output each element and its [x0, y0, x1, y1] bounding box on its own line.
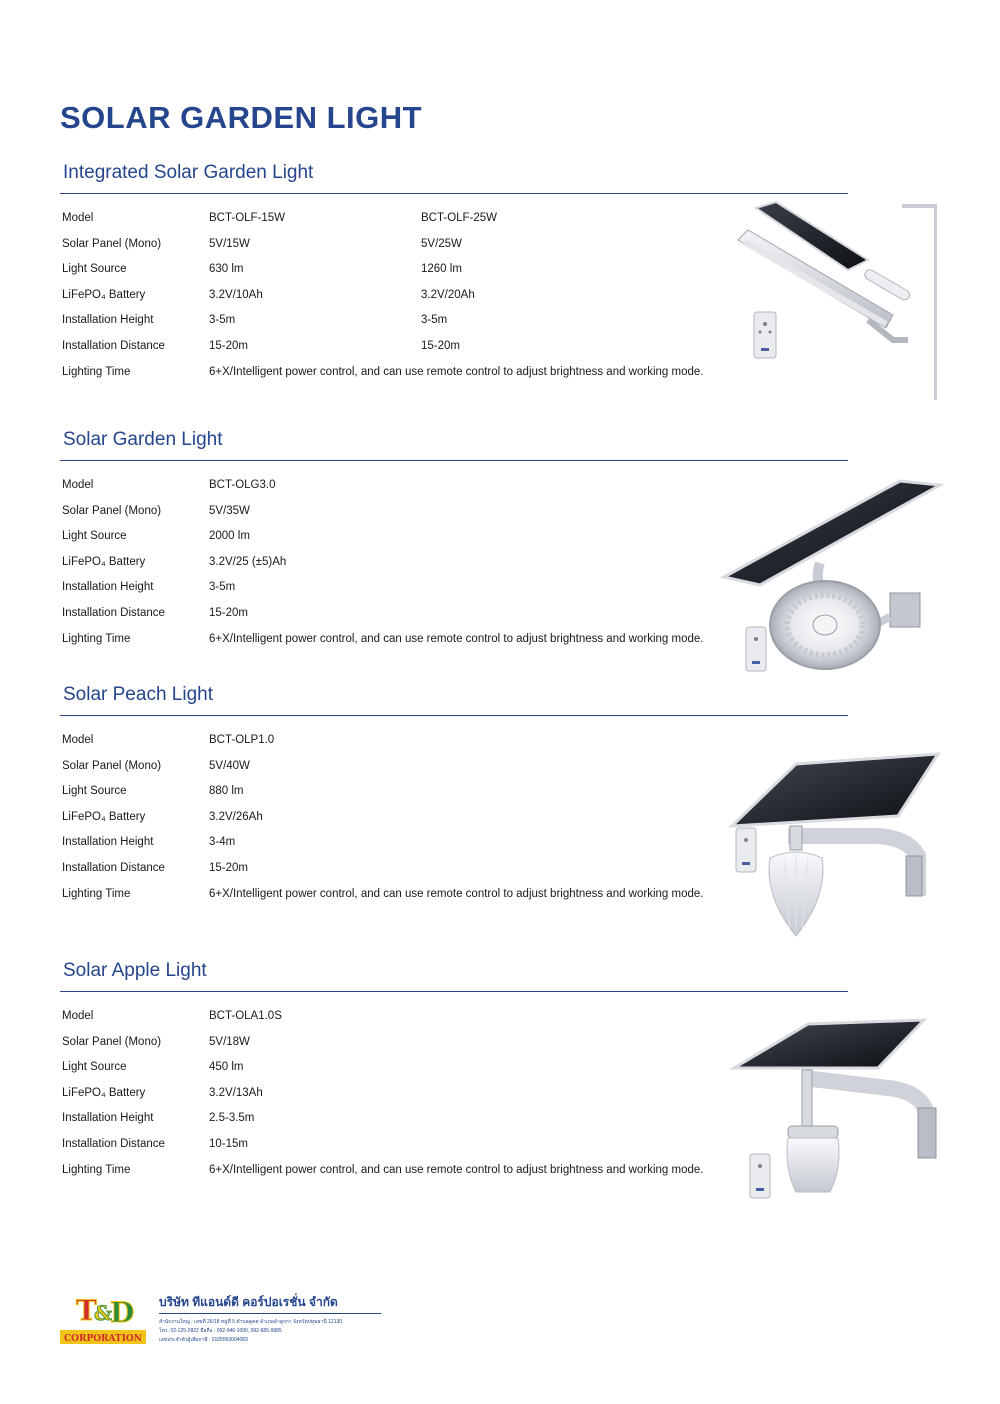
spec-row-model	[62, 734, 712, 760]
spec-label: Installation Distance	[62, 861, 165, 874]
spec-label: Model	[62, 1010, 94, 1022]
spec-label: Lighting Time	[62, 365, 131, 378]
spec-row-model	[62, 212, 712, 238]
company-logo	[60, 1290, 146, 1346]
spec-label: LiFePO₄ Battery	[62, 555, 146, 568]
spec-row-solar-panel	[62, 505, 712, 531]
spec-label: Light Source	[62, 263, 127, 276]
section-title: Solar Peach Light	[63, 684, 213, 705]
spec-value: 5V/18W	[209, 1035, 250, 1048]
spec-value: 10-15m	[209, 1137, 248, 1150]
spec-row-installation-height	[62, 581, 712, 607]
spec-row-light-source	[62, 785, 712, 811]
spec-row-installation-distance	[62, 862, 712, 888]
spec-table	[62, 734, 712, 913]
spec-value-2: 5V/25W	[421, 237, 462, 250]
svg-text:T: T	[76, 1294, 97, 1327]
spec-label: Installation Height	[62, 1112, 154, 1125]
spec-label: Light Source	[62, 785, 127, 798]
spec-value-2: BCT-OLF-25W	[421, 212, 498, 224]
spec-value: 2.5-3.5m	[209, 1112, 255, 1125]
spec-value: BCT-OLP1.0	[209, 734, 275, 746]
section-solar-peach-light	[0, 684, 1000, 944]
spec-value: 5V/40W	[209, 759, 250, 772]
spec-label: Solar Panel (Mono)	[62, 237, 162, 250]
svg-text:&: &	[94, 1301, 113, 1325]
spec-value-2: 1260 lm	[421, 263, 462, 276]
spec-row-light-source	[62, 263, 712, 289]
spec-row-battery	[62, 289, 712, 315]
spec-value: 3-4m	[209, 836, 236, 849]
section-solar-apple-light	[0, 960, 1000, 1210]
solar-garden-light-image	[720, 477, 945, 677]
spec-row-lighting-time	[62, 888, 712, 914]
company-phone: โทร. 02-125-2822 มือถือ : 092-946-1090, 092-685-9985	[159, 1328, 282, 1334]
spec-value-2: 3.2V/20Ah	[421, 288, 475, 301]
spec-row-model	[62, 1010, 712, 1036]
spec-label: Installation Height	[62, 314, 154, 327]
integrated-solar-light-image	[718, 200, 948, 400]
section-title: Solar Apple Light	[63, 960, 207, 981]
svg-text:D: D	[110, 1296, 135, 1329]
spec-row-installation-height	[62, 836, 712, 862]
spec-value-2: 3-5m	[421, 314, 448, 327]
spec-label: Solar Panel (Mono)	[62, 504, 162, 517]
spec-label: LiFePO₄ Battery	[62, 810, 146, 823]
spec-label: Light Source	[62, 1061, 127, 1074]
footer	[60, 1290, 460, 1350]
section-title: Integrated Solar Garden Light	[63, 162, 314, 183]
spec-row-battery	[62, 811, 712, 837]
spec-value: 6+X/Intelligent power control, and can use remote control to adjust brightness and working mode.	[209, 365, 704, 378]
spec-table	[62, 1010, 712, 1189]
spec-row-installation-distance	[62, 340, 712, 366]
spec-row-model	[62, 479, 712, 505]
spec-value: BCT-OLG3.0	[209, 479, 276, 491]
spec-row-light-source	[62, 1061, 712, 1087]
spec-value: 2000 lm	[209, 530, 250, 543]
spec-label: Installation Distance	[62, 606, 165, 619]
spec-label: Light Source	[62, 530, 127, 543]
spec-value: 3.2V/25 (±5)Ah	[209, 555, 287, 568]
spec-label: Lighting Time	[62, 887, 131, 900]
spec-table	[62, 212, 712, 391]
spec-value: 15-20m	[209, 861, 248, 874]
spec-value: 880 lm	[209, 785, 244, 798]
spec-value: BCT-OLF-15W	[209, 212, 286, 224]
spec-label: Installation Height	[62, 581, 154, 594]
spec-label: Model	[62, 212, 94, 224]
spec-value: 15-20m	[209, 606, 248, 619]
spec-value: 6+X/Intelligent power control, and can use remote control to adjust brightness and working mode.	[209, 632, 704, 645]
spec-value: 5V/35W	[209, 504, 250, 517]
spec-label: LiFePO₄ Battery	[62, 1086, 146, 1099]
section-integrated-solar-garden-light	[0, 162, 1000, 402]
spec-row-solar-panel	[62, 1036, 712, 1062]
spec-row-lighting-time	[62, 633, 712, 659]
spec-value: 630 lm	[209, 263, 244, 276]
spec-row-installation-distance	[62, 1138, 712, 1164]
section-solar-garden-light	[0, 429, 1000, 679]
spec-value: BCT-OLA1.0S	[209, 1010, 282, 1022]
logo-subtitle: CORPORATION	[63, 1334, 143, 1344]
section-divider	[60, 460, 848, 461]
company-tax-id: เลขประจำตัวผู้เสียภาษี : 0105563004083	[159, 1337, 248, 1343]
spec-row-installation-height	[62, 314, 712, 340]
spec-label: Model	[62, 734, 94, 746]
spec-row-battery	[62, 556, 712, 582]
spec-row-installation-distance	[62, 607, 712, 633]
spec-row-installation-height	[62, 1112, 712, 1138]
section-title: Solar Garden Light	[63, 429, 223, 450]
spec-value: 5V/15W	[209, 237, 250, 250]
spec-label: Installation Height	[62, 836, 154, 849]
section-divider	[60, 991, 848, 992]
spec-value: 3.2V/13Ah	[209, 1086, 263, 1099]
spec-row-battery	[62, 1087, 712, 1113]
spec-label: Installation Distance	[62, 1137, 165, 1150]
spec-value: 3.2V/26Ah	[209, 810, 263, 823]
spec-row-solar-panel	[62, 760, 712, 786]
page-title: SOLAR GARDEN LIGHT	[60, 100, 423, 135]
spec-table	[62, 479, 712, 658]
spec-value: 3-5m	[209, 581, 236, 594]
spec-row-lighting-time	[62, 1164, 712, 1190]
spec-label: Model	[62, 479, 94, 491]
spec-value: 6+X/Intelligent power control, and can use remote control to adjust brightness and working mode.	[209, 887, 704, 900]
footer-divider	[159, 1313, 381, 1314]
spec-label: Lighting Time	[62, 632, 131, 645]
spec-row-solar-panel	[62, 238, 712, 264]
spec-row-light-source	[62, 530, 712, 556]
company-address: สำนักงานใหญ่ : เลขที่ 26/18 หมู่ที่ 5 ตำบลคูคต อำเภอลำลูกกา จังหวัดปทุมธานี 12130	[159, 1319, 343, 1325]
spec-label: Solar Panel (Mono)	[62, 759, 162, 772]
spec-value: 6+X/Intelligent power control, and can use remote control to adjust brightness and working mode.	[209, 1163, 704, 1176]
spec-value: 15-20m	[209, 339, 248, 352]
spec-value: 450 lm	[209, 1061, 244, 1074]
spec-value: 3.2V/10Ah	[209, 288, 263, 301]
solar-peach-light-image	[728, 746, 943, 946]
section-divider	[60, 715, 848, 716]
spec-label: LiFePO₄ Battery	[62, 288, 146, 301]
solar-apple-light-image	[728, 1018, 946, 1208]
spec-value: 3-5m	[209, 314, 236, 327]
section-divider	[60, 193, 848, 194]
spec-value-2: 15-20m	[421, 339, 460, 352]
spec-row-lighting-time	[62, 366, 712, 392]
spec-label: Lighting Time	[62, 1163, 131, 1176]
company-name: บริษัท ทีแอนด์ดี คอร์ปอเรชั่น จำกัด	[159, 1295, 338, 1309]
spec-label: Installation Distance	[62, 339, 165, 352]
spec-label: Solar Panel (Mono)	[62, 1035, 162, 1048]
